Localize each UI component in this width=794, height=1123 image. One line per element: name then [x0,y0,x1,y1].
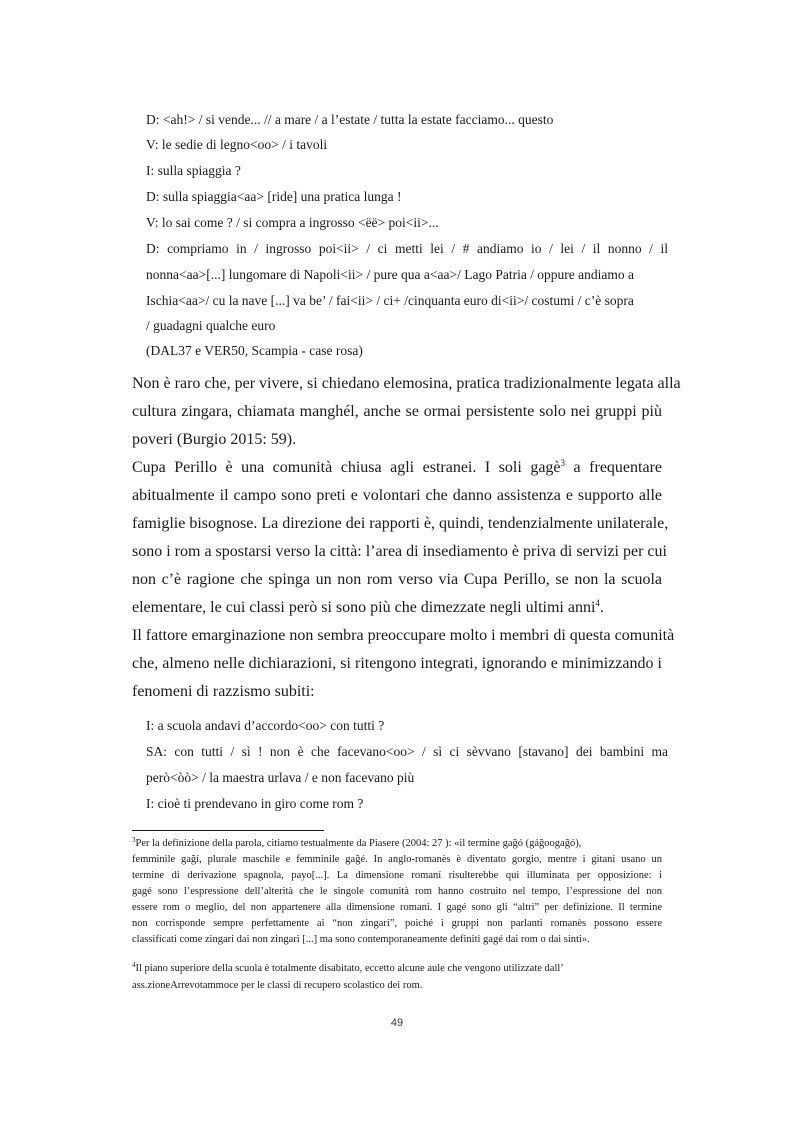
dialogue-line: Ischia<aa>/ cu la nave [...] va be’ / fai<ii> / ci+ /cinquanta euro di<ii>/ costumi / c’è sopra [146,293,634,308]
dialogue-line: I: cioè ti prendevano in giro come rom ? [146,796,364,811]
dialogue-source: (DAL37 e VER50, Scampia - case rosa) [146,343,363,358]
page-number: 49 [390,1017,404,1029]
paragraph-line: fenomeni di razzismo subiti: [132,683,315,700]
footnote-line: ass.zioneArrevotammoce per le classi di recupero scolastico dei rom. [132,980,423,991]
dialogue-line: I: a scuola andavi d’accordo<oo> con tutti ? [146,718,385,733]
footnote-ref-3[interactable]: 3 [560,458,566,468]
footnote-line: $^4$Il piano superiore della scuola è totalmente disabitato, eccetto alcune aule che vengono utilizzate dall’ [132,961,564,974]
paragraph-line: non c’è ragione che spinga un non rom verso via Cupa Perillo, se non la scuola [132,571,662,588]
paragraph-line: famiglie bisognose. La direzione dei rapporti è, quindi, tendenzialmente unilaterale, [132,515,669,532]
paragraph-line: abitualmente il campo sono preti e volontari che danno assistenza e supporto alle [132,487,662,504]
paragraph-line: cultura zingara, chiamata manghél, anche se ormai persistente solo nei gruppi più [132,403,662,420]
dialogue-line: V: le sedie di legno<oo> / i tavoli [146,137,328,152]
dialogue-line: D: compriamo in / ingrosso poi<ii> / ci metti lei / # andiamo io / lei / il nonno / il [146,241,668,256]
dialogue-line: nonna<aa>[...] lungomare di Napoli<ii> / pure qua a<aa>/ Lago Patria / oppure andiamo a [146,267,635,282]
dialogue-line: D: sulla spiaggia<aa> [ride] una pratica lunga ! [146,189,402,204]
footnote-ref-4[interactable]: 4 [595,598,600,608]
paragraph-line: sono i rom a spostarsi verso la città: l’area di insediamento è priva di servizi per cui [132,543,667,560]
footnote-separator [132,830,324,831]
dialogue-line: V: lo sai come ? / si compra a ingrosso <ëë> poi<ii>... [146,215,439,230]
dialogue-line: / guadagni qualche euro [146,318,276,333]
dialogue-line: D: <ah!> / si vende... // a mare / a l’estate / tutta la estate facciamo... questo [146,112,554,127]
paragraph-line: che, almeno nelle dichiarazioni, si ritengono integrati, ignorando e minimizzando i [132,655,662,672]
footnote-number: 3 [132,836,136,844]
paragraph-line: poveri (Burgio 2015: 59). [132,431,297,448]
footnote-line: termine di derivazione spagnola, payo[...]. La dimensione romaní risulterebbe qui illuminata per opposizione: i [132,870,662,881]
footnote-line: non corrisponde sempre perfettamente ai “non zingari”, poiché i gruppi non parlanti romanès possono essere [132,918,662,929]
footnote-line: gagé sono l’espressione dell’alterità che le singole comunità rom hanno costruito nel tempo, l’espressione del non [132,886,662,897]
footnote-line: classificati come zingari dai non zingari [...] ma sono contemporaneamente definiti gagé dai rom o dai sinti». [132,934,590,945]
paragraph-line: Non è raro che, per vivere, si chiedano elemosina, pratica tradizionalmente legata alla [132,375,681,392]
footnote-number: 4 [132,961,136,969]
footnote-line: femminile gağí, plurale maschile e femminile gağé. In anglo-romanès è diventato gorgio, mentre i gitani usano un [132,854,662,865]
paragraph-line: Cupa Perillo è una comunità chiusa agli estranei. I soli gagè$^3$ a frequentare [132,458,663,476]
dialogue-line: I: sulla spiaggia ? [146,163,241,178]
footnote-line: $^3$Per la definizione della parola, citiamo testualmente da Piasere (2004: 27 ): «il termine gağó (gáğoogağó), [132,836,582,849]
paragraph-line: Il fattore emarginazione non sembra preoccupare molto i membri di questa comunità [132,627,675,644]
paragraph-line: elementare, le cui classi però si sono più che dimezzate negli ultimi anni$^4$. [132,598,604,616]
footnote-line: essere rom o meglio, del non appartenere alla dimensione romani. I gagé sono gli “altri” per definizione. Il termine [132,902,662,913]
dialogue-line: SA: con tutti / sì ! non è che facevano<oo> / sì ci sèvvano [stavano] dei bambini ma [146,744,668,759]
dialogue-line: però<òò> / la maestra urlava / e non facevano più [146,770,415,785]
